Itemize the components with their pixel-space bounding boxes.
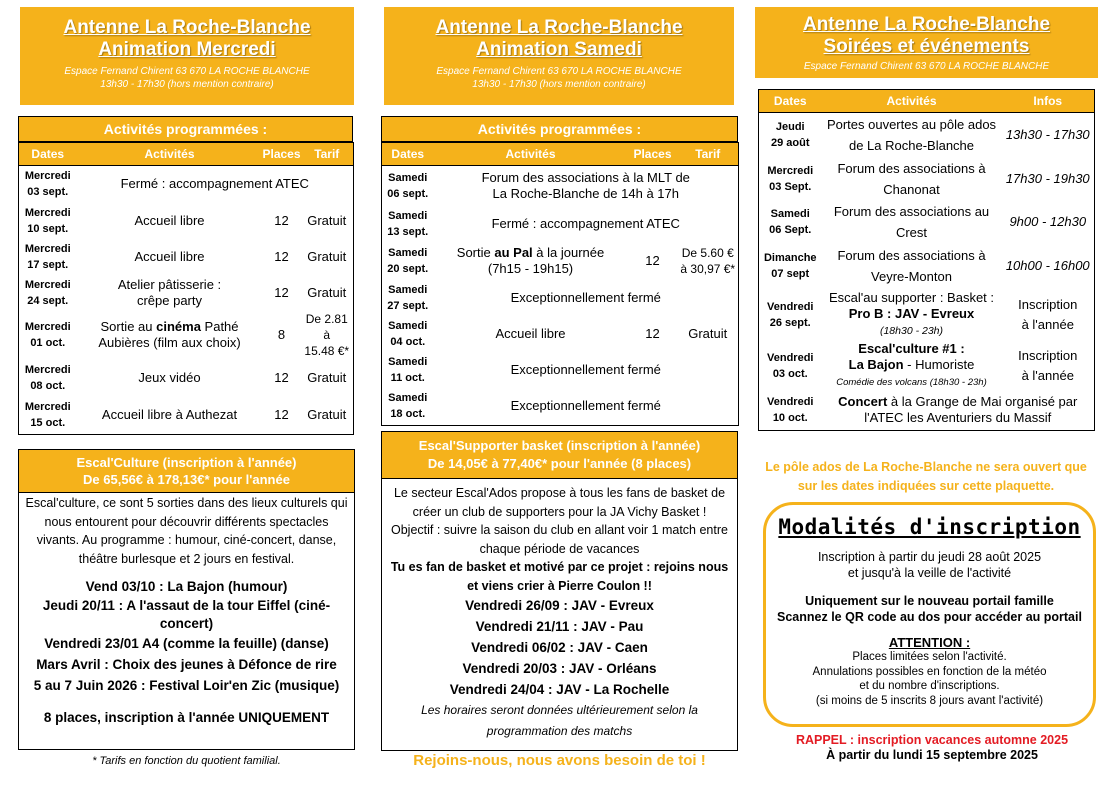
row-activity-2: Veyre-Monton bbox=[871, 269, 952, 284]
samedi-title-2: Animation Samedi bbox=[476, 39, 642, 60]
table-row bbox=[19, 275, 354, 311]
soirees-header bbox=[755, 7, 1098, 78]
table-row bbox=[759, 391, 1095, 431]
modalites-att-1: Places limitées selon l'activité. bbox=[852, 651, 1007, 663]
row-day: Samedi bbox=[388, 392, 428, 405]
col-header-activites: Activités bbox=[822, 90, 1002, 113]
escal-culture-price: De 65,56€ à 178,13€* pour l'année bbox=[83, 472, 290, 487]
row-activity-2: Crest bbox=[895, 225, 928, 240]
row-activity-2: de La Roche-Blanche bbox=[848, 138, 975, 154]
mercredi-header bbox=[20, 7, 354, 105]
basket-match: Vendredi 24/04 : JAV - La Rochelle bbox=[449, 682, 670, 697]
row-day: Mercredi bbox=[24, 242, 71, 255]
row-activity-2: crêpe party bbox=[136, 292, 203, 308]
row-activity-italic: (18h30 - 23h) bbox=[879, 325, 944, 337]
row-activity-2: La Roche-Blanche de 14h à 17h bbox=[492, 185, 679, 201]
col-header-places: Places bbox=[263, 143, 301, 166]
row-tarif: Gratuit bbox=[307, 369, 347, 385]
row-activity: Fermé : accompagnement ATEC bbox=[120, 176, 309, 192]
row-activity: Jeux vidéo bbox=[138, 369, 201, 385]
row-date: 08 oct. bbox=[30, 379, 66, 392]
row-activity-2: Aubières (film aux choix) bbox=[98, 334, 241, 350]
row-day: Mercredi bbox=[24, 363, 71, 376]
modalites-line-2: et jusqu'à la veille de l'activité bbox=[847, 566, 1012, 580]
row-activity: Fermé : accompagnement ATEC bbox=[491, 215, 680, 231]
row-activity-post: Pathé bbox=[200, 318, 239, 334]
table-row bbox=[382, 352, 739, 388]
table-row bbox=[759, 244, 1095, 289]
row-day: Vendredi bbox=[767, 396, 814, 409]
row-date: 03 oct. bbox=[772, 367, 808, 380]
table-row bbox=[382, 206, 739, 242]
basket-title: Escal'Supporter basket (inscription à l'année) bbox=[418, 438, 701, 453]
table-row bbox=[759, 201, 1095, 244]
samedi-title-1: Antenne La Roche-Blanche bbox=[435, 17, 683, 38]
row-activity-pre: Sortie bbox=[456, 244, 495, 260]
row-day: Mercredi bbox=[24, 206, 71, 219]
row-activity-post: - Humoriste bbox=[903, 356, 975, 372]
row-activity: Forum des associations à la MLT de bbox=[481, 169, 690, 185]
table-row bbox=[382, 280, 739, 316]
row-activity: Forum des associations à bbox=[837, 161, 986, 176]
mercredi-address: Espace Fernand Chirent 63 670 LA ROCHE BLANCHE bbox=[64, 66, 310, 77]
tarifs-footnote: * Tarifs en fonction du quotient familial. bbox=[92, 755, 281, 767]
row-day: Jeudi bbox=[775, 121, 805, 134]
row-day: Mercredi bbox=[24, 401, 71, 414]
table-row bbox=[382, 166, 739, 206]
row-day: Dimanche bbox=[763, 252, 817, 264]
row-day: Samedi bbox=[388, 246, 428, 259]
row-info-2: à l'année bbox=[1021, 316, 1074, 332]
row-tarif-2: à 30,97 €* bbox=[680, 261, 736, 276]
row-date: 17 sept. bbox=[27, 258, 69, 271]
row-places: 12 bbox=[645, 325, 660, 341]
row-info: 10h00 - 16h00 bbox=[1005, 258, 1090, 273]
row-date: 13 sept. bbox=[387, 225, 429, 238]
mercredi-title-1: Antenne La Roche-Blanche bbox=[63, 17, 311, 38]
row-date: 06 Sept. bbox=[769, 224, 812, 236]
modalites-box bbox=[763, 502, 1096, 727]
row-info: 13h30 - 17h30 bbox=[1005, 127, 1090, 143]
mercredi-table bbox=[18, 142, 354, 435]
row-date: 11 oct. bbox=[390, 371, 425, 384]
row-activity-2: (7h15 - 19h15) bbox=[487, 260, 574, 276]
samedi-hours: 13h30 - 17h30 (hors mention contraire) bbox=[472, 79, 646, 90]
col-header-tarif: Tarif bbox=[678, 143, 739, 166]
row-info-2: à l'année bbox=[1021, 367, 1074, 383]
row-tarif: Gratuit bbox=[307, 248, 347, 264]
basket-note: Les horaires seront données ultérieurement selon la programmation des matchs bbox=[421, 703, 698, 738]
escal-event: Jeudi 20/11 : A l'assaut de la tour Eiffel (ciné-concert) bbox=[42, 598, 331, 631]
row-date: 07 sept bbox=[771, 268, 810, 280]
samedi-address: Espace Fernand Chirent 63 670 LA ROCHE BLANCHE bbox=[436, 66, 682, 77]
samedi-section-title: Activités programmées : bbox=[381, 116, 738, 142]
table-row bbox=[382, 242, 739, 280]
row-date: 15 oct. bbox=[30, 417, 66, 430]
row-activity-post: à la journée bbox=[532, 244, 605, 260]
row-activity-bold: cinéma bbox=[156, 318, 201, 334]
row-activity: Accueil libre à Authezat bbox=[101, 407, 238, 423]
col-header-dates: Dates bbox=[19, 143, 77, 166]
table-row bbox=[382, 316, 739, 352]
row-activity-2: l'ATEC les Aventuriers du Massif bbox=[864, 410, 1052, 426]
escal-event: 5 au 7 Juin 2026 : Festival Loir'en Zic (musique) bbox=[33, 678, 340, 693]
basket-price: De 14,05€ à 77,40€* pour l'année (8 places) bbox=[427, 456, 692, 471]
row-day: Vendredi bbox=[767, 351, 814, 364]
row-places: 12 bbox=[274, 369, 289, 385]
row-places: 12 bbox=[274, 248, 289, 264]
row-places: 12 bbox=[274, 284, 289, 300]
row-activity-post: à la Grange de Mai organisé par bbox=[887, 394, 1078, 410]
row-date: 04 oct. bbox=[390, 335, 426, 348]
table-row bbox=[759, 341, 1095, 391]
row-day: Mercredi bbox=[24, 320, 71, 333]
table-row bbox=[759, 113, 1095, 158]
samedi-header bbox=[384, 7, 734, 105]
row-activity: Atelier pâtisserie : bbox=[117, 276, 222, 292]
samedi-table bbox=[381, 142, 739, 426]
row-activity: Accueil libre bbox=[134, 248, 205, 264]
modalites-portal-1: Uniquement sur le nouveau portail famille bbox=[805, 594, 1054, 608]
table-row bbox=[19, 397, 354, 435]
rappel-date: À partir du lundi 15 septembre 2025 bbox=[826, 748, 1038, 762]
row-tarif: De 5.60 € bbox=[681, 245, 734, 260]
row-places: 8 bbox=[277, 326, 286, 342]
row-date: 10 sept. bbox=[27, 222, 69, 235]
row-info: 9h00 - 12h30 bbox=[1009, 214, 1087, 229]
row-tarif: Gratuit bbox=[307, 407, 347, 423]
modalites-title: Modalités d'inscription bbox=[778, 515, 1081, 539]
row-day: Samedi bbox=[388, 171, 428, 184]
row-activity-bold: Concert bbox=[838, 394, 888, 410]
row-info: Inscription bbox=[1018, 296, 1078, 312]
opening-notice: Le pôle ados de La Roche-Blanche ne sera ouvert que sur les dates indiquées sur cette plaquette. bbox=[765, 460, 1087, 493]
col-header-places: Places bbox=[628, 143, 678, 166]
row-day: Samedi bbox=[770, 208, 810, 220]
escal-event: Mars Avril : Choix des jeunes à Défonce de rire bbox=[36, 657, 337, 672]
row-date: 01 oct. bbox=[30, 336, 66, 349]
escal-places-bold: UNIQUEMENT bbox=[238, 710, 330, 725]
modalites-line-1: Inscription à partir du jeudi 28 août 2025 bbox=[817, 550, 1042, 564]
basket-description: Le secteur Escal'Ados propose à tous les fans de basket de créer un club de supporters pour la JA Vichy Basket ! bbox=[393, 486, 726, 519]
row-activity: Exceptionnellement fermé bbox=[510, 398, 661, 414]
row-activity-pre: Sortie au bbox=[100, 318, 157, 334]
modalites-portal-2: Scannez le QR code au dos pour accéder au portail bbox=[777, 610, 1082, 624]
soirees-address: Espace Fernand Chirent 63 670 LA ROCHE BLANCHE bbox=[803, 61, 1050, 72]
escal-culture-header bbox=[18, 449, 355, 493]
row-activity-2: Chanonat bbox=[883, 182, 940, 197]
escal-culture-box bbox=[18, 492, 355, 750]
escal-places: 8 places, inscription à l'année bbox=[43, 710, 239, 725]
table-row bbox=[382, 388, 739, 426]
row-date: 27 sept. bbox=[387, 299, 429, 312]
escal-event: Vend 03/10 : La Bajon (humour) bbox=[85, 579, 288, 594]
basket-box bbox=[381, 478, 738, 751]
col-header-dates: Dates bbox=[382, 143, 434, 166]
mercredi-hours: 13h30 - 17h30 (hors mention contraire) bbox=[100, 79, 274, 90]
basket-objective: Objectif : suivre la saison du club en allant voir 1 match entre chaque période de vacances bbox=[391, 523, 728, 556]
join-slogan: Rejoins-nous, nous avons besoin de toi ! bbox=[413, 752, 706, 769]
row-activity-bold-2: La Bajon bbox=[848, 356, 904, 372]
row-tarif-2: 15.48 €* bbox=[304, 343, 350, 358]
col-header-tarif: Tarif bbox=[301, 143, 354, 166]
soirees-title-1: Antenne La Roche-Blanche bbox=[802, 14, 1051, 35]
row-day: Mercredi bbox=[767, 165, 814, 177]
row-date: 29 août bbox=[770, 137, 810, 150]
row-activity-bold: au Pal bbox=[494, 244, 533, 260]
row-activity-bold: Escal'culture #1 : bbox=[858, 340, 965, 356]
mercredi-section-title: Activités programmées : bbox=[18, 116, 353, 142]
basket-match: Vendredi 06/02 : JAV - Caen bbox=[471, 640, 648, 655]
rappel-line: RAPPEL : inscription vacances automne 2025 bbox=[795, 733, 1069, 747]
row-activity-italic: Comédie des volcans (18h30 - 23h) bbox=[836, 376, 987, 388]
row-day: Mercredi bbox=[24, 170, 71, 183]
row-date: 03 sept. bbox=[27, 186, 69, 199]
escal-culture-description: Escal'culture, ce sont 5 sorties dans des lieux culturels qui nous entourent pour découvrir différents spectacles vivants. Au programme : humour, ciné-concert, danse, théâtre burlesque et 2 jours en festival. bbox=[25, 496, 348, 566]
soirees-table bbox=[758, 89, 1095, 431]
table-row bbox=[19, 239, 354, 275]
row-places: 12 bbox=[274, 407, 289, 423]
modalites-attention: ATTENTION : bbox=[888, 635, 971, 650]
basket-header bbox=[381, 431, 738, 479]
col-header-activites: Activités bbox=[77, 143, 263, 166]
row-info: 17h30 - 19h30 bbox=[1005, 171, 1090, 186]
table-row bbox=[759, 158, 1095, 201]
row-date: 20 sept. bbox=[387, 262, 429, 275]
row-places: 12 bbox=[645, 252, 660, 268]
row-places: 12 bbox=[274, 212, 289, 228]
row-day: Samedi bbox=[388, 283, 428, 296]
row-tarif: Gratuit bbox=[307, 212, 347, 228]
row-date: 26 sept. bbox=[769, 316, 811, 329]
row-day: Samedi bbox=[388, 355, 428, 368]
row-date: 24 sept. bbox=[27, 294, 69, 307]
soirees-title-2: Soirées et événements bbox=[823, 36, 1030, 57]
table-row bbox=[759, 289, 1095, 341]
escal-event: Vendredi 23/01 A4 (comme la feuille) (danse) bbox=[44, 636, 329, 651]
basket-match: Vendredi 26/09 : JAV - Evreux bbox=[465, 598, 654, 613]
col-header-dates: Dates bbox=[759, 90, 822, 113]
escal-culture-title: Escal'Culture (inscription à l'année) bbox=[76, 455, 297, 470]
table-row bbox=[19, 311, 354, 359]
modalites-att-4: (si moins de 5 inscrits 8 jours avant l'activité) bbox=[815, 694, 1044, 707]
row-date: 18 oct. bbox=[390, 408, 426, 421]
row-date: 10 oct. bbox=[772, 412, 808, 425]
row-info: Inscription bbox=[1018, 347, 1078, 363]
col-header-activites: Activités bbox=[434, 143, 628, 166]
modalites-att-2: Annulations possibles en fonction de la météo bbox=[812, 665, 1047, 678]
row-day: Samedi bbox=[388, 209, 428, 222]
table-row bbox=[19, 166, 354, 203]
row-day: Samedi bbox=[388, 319, 428, 332]
row-activity-bold: Pro B : JAV - Evreux bbox=[848, 306, 975, 321]
row-activity: Escal'au supporter : Basket : bbox=[828, 290, 995, 305]
row-date: 06 sept. bbox=[387, 187, 429, 200]
row-activity: Accueil libre bbox=[134, 212, 205, 228]
row-activity: Portes ouvertes au pôle ados bbox=[826, 117, 997, 133]
modalites-att-3: et du nombre d'inscriptions. bbox=[859, 680, 1000, 692]
row-activity: Exceptionnellement fermé bbox=[510, 289, 661, 305]
basket-match: Vendredi 21/11 : JAV - Pau bbox=[475, 619, 644, 634]
row-activity: Exceptionnellement fermé bbox=[510, 361, 661, 377]
row-activity: Forum des associations à bbox=[837, 248, 986, 263]
row-day: Mercredi bbox=[24, 278, 71, 291]
row-tarif: Gratuit bbox=[307, 284, 347, 300]
row-tarif: De 2.81 à bbox=[305, 311, 348, 342]
table-row bbox=[19, 203, 354, 239]
mercredi-title-2: Animation Mercredi bbox=[98, 39, 276, 60]
basket-call: Tu es fan de basket et motivé par ce projet : rejoins nous et viens crier à Pierre Coulon !! bbox=[390, 560, 729, 593]
row-activity: Accueil libre bbox=[495, 325, 566, 341]
basket-match: Vendredi 20/03 : JAV - Orléans bbox=[462, 661, 657, 676]
table-row bbox=[19, 359, 354, 397]
row-date: 03 Sept. bbox=[769, 181, 812, 193]
row-activity: Forum des associations au bbox=[833, 204, 990, 219]
row-day: Vendredi bbox=[767, 300, 814, 313]
row-tarif: Gratuit bbox=[688, 325, 728, 341]
col-header-infos: Infos bbox=[1002, 90, 1095, 113]
